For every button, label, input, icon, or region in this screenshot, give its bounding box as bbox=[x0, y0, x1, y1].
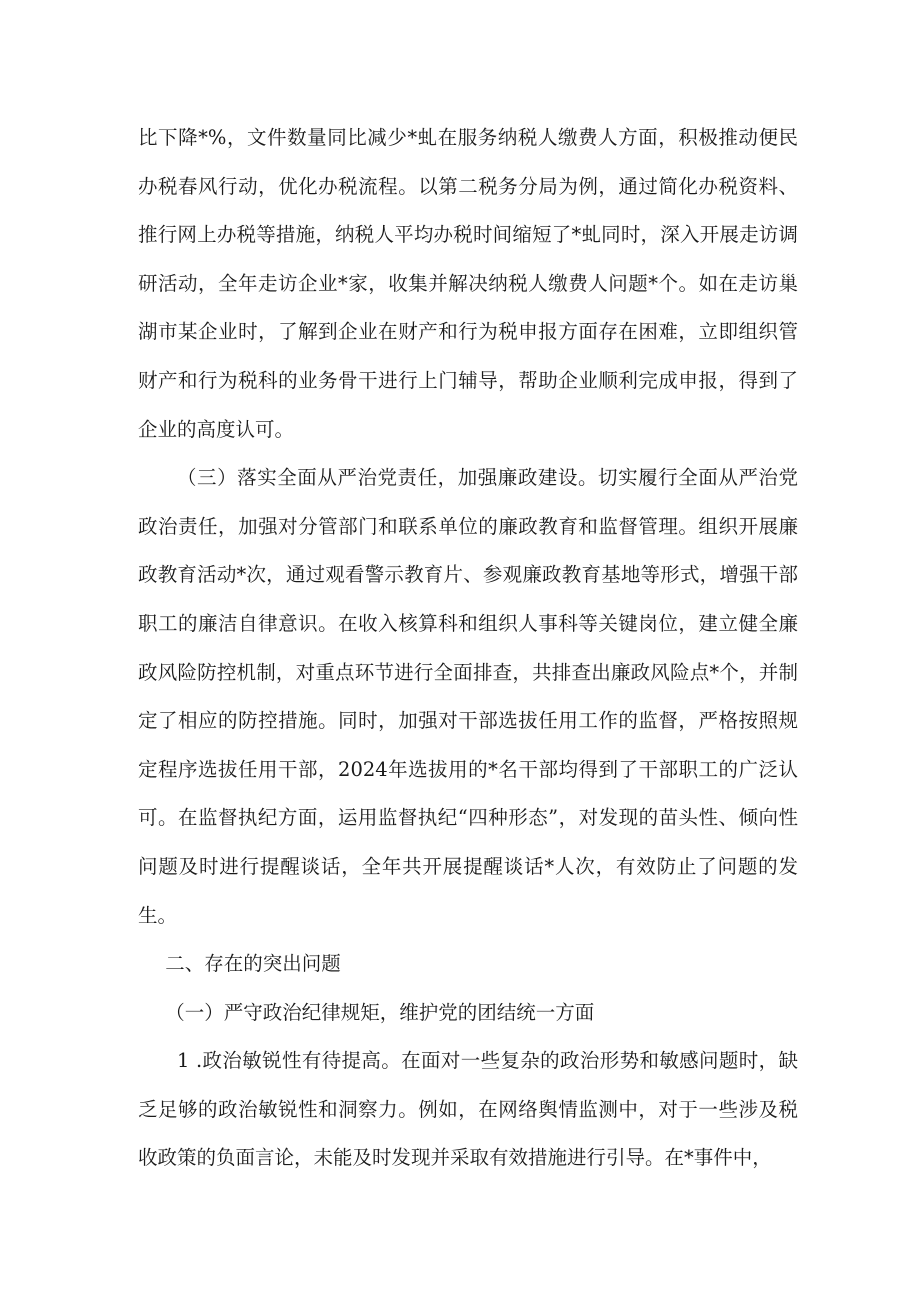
paragraph-item-one: 1 .政治敏锐性有待提高。在面对一些复杂的政治形势和敏感问题时，缺乏足够的政治敏锐性和洞察力。例如，在网络舆情监测中，对于一些涉及税收政策的负面言论，未能及时发现并采取有效措施进行引导。在*事件中， bbox=[138, 1049, 798, 1170]
document-body bbox=[138, 114, 798, 1183]
paragraph-continuation: 比下降*%，文件数量同比减少*虬在服务纳税人缴费人方面，积极推动便民办税春风行动，优化办税流程。以第二税务分局为例，通过简化办税资料、推行网上办税等措施，纳税人平均办税时间缩短了*虬同时，深入开展走访调研活动，全年走访企业*家，收集并解决纳税人缴费人问题*个。如在走访巢湖市某企业时，了解到企业在财产和行为税申报方面存在困难，立即组织管财产和行为税科的业务骨干进行上门辅导，帮助企业顺利完成申报，得到了企业的高度认可。 bbox=[138, 126, 798, 441]
section-heading: 二、存在的突出问题 bbox=[165, 952, 341, 976]
paragraph-section-three: （三）落实全面从严治党责任，加强廉政建设。切实履行全面从严治党政治责任，加强对分管部门和联系单位的廉政教育和监督管理。组织开展廉政教育活动*次，通过观看警示教育片、参观廉政教育基地等形式，增强干部职工的廉洁自律意识。在收入核算科和组织人事科等关键岗位，建立健全廉政风险防控机制，对重点环节进行全面排查，共排查出廉政风险点*个，并制定了相应的防控措施。同时，加强对干部选拔任用工作的监督，严格按照规定程序选拔任用干部，2024年选拔用的*名干部均得到了干部职工的广泛认可。在监督执纪方面，运用监督执纪“四种形态”，对发现的苗头性、倾向性问题及时进行提醒谈话，全年共开展提醒谈话*人次，有效防止了问题的发生。 bbox=[138, 466, 798, 927]
subsection-heading: （一）严守政治纪律规矩，维护党的团结统一方面 bbox=[165, 1000, 595, 1024]
